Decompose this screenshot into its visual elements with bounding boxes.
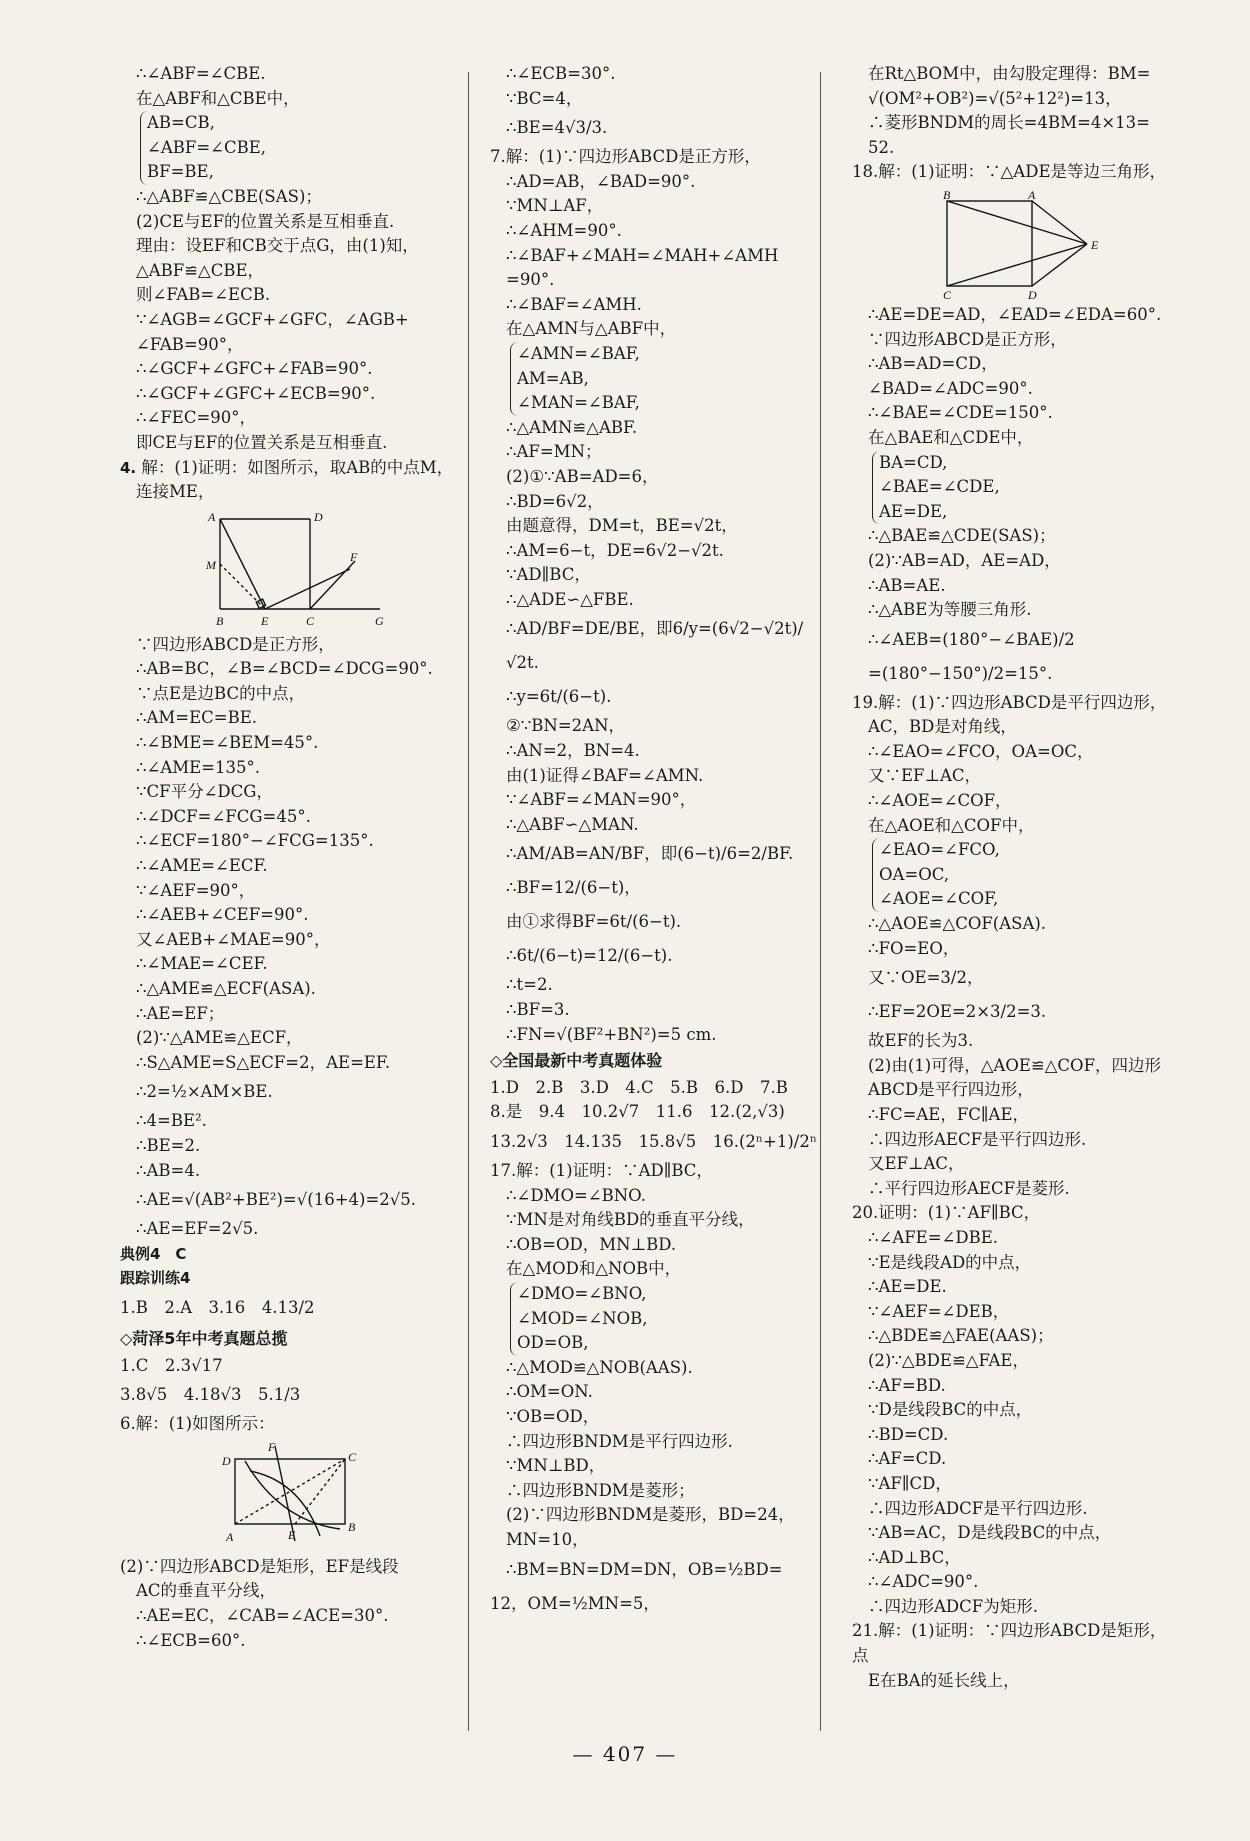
text-line: ∴∠GCF+∠GFC+∠FAB=90°. (136, 359, 373, 379)
figure-rectangle-abcd (210, 1441, 370, 1551)
text-line: ∴∠AME=135°. (136, 757, 260, 777)
text-line: 连接ME， (136, 482, 215, 502)
text-line: ∵点E是边BC的中点， (136, 683, 306, 703)
label-e: E (1091, 237, 1099, 252)
label-e: E (261, 613, 269, 628)
column-1 (120, 62, 460, 1653)
text-line: 21.解：(1)证明：∵四边形ABCD是矩形，点 (852, 1621, 1167, 1666)
text-line: 又∵EF⊥AC， (868, 766, 982, 786)
text-line: √(OM²+OB²)=√(5²+12²)=13， (868, 88, 1122, 108)
question-number: 4. (120, 458, 137, 477)
text-line: ∴∠AFE=∠DBE. (868, 1227, 999, 1247)
text-line: 由(1)证得∠BAF=∠AMN. (506, 765, 704, 785)
text-line: ∴FO=EO， (868, 938, 960, 958)
text-line: ∵E是线段AD的中点， (868, 1252, 1032, 1272)
text-line: ∠MOD=∠NOB, (517, 1308, 648, 1328)
text-line: ∴∠GCF+∠GFC+∠ECB=90°. (136, 383, 376, 403)
text-line: ∵MN⊥AF， (506, 196, 604, 216)
text-line: 故EF的长为3. (868, 1031, 974, 1051)
national-answers-row: 8.是 9.4 10.2√7 11.6 12.(2,√3) (490, 1102, 785, 1122)
label-a: A (208, 509, 216, 524)
text-line: ∴△BAE≌△CDE(SAS)； (868, 526, 1056, 546)
text-line: ∵AF∥CD， (868, 1473, 952, 1493)
brace-group (510, 342, 820, 416)
text-line: ∴AE=EC，∠CAB=∠ACE=30°. (136, 1605, 389, 1625)
label-c: C (943, 287, 952, 299)
text-line: ∴AF=BD. (868, 1375, 946, 1395)
text-line: ∴∠DCF=∠FCG=45°. (136, 806, 311, 826)
text-line: (2)∵四边形BNDM是菱形，BD=24， (506, 1505, 795, 1525)
text-line: ∵BC=4， (506, 88, 583, 108)
text-line: ∴AF=CD. (868, 1449, 947, 1469)
text-line: ∠BAD=∠ADC=90°. (868, 378, 1033, 398)
text-line: ∵AB=AC，D是线段BC的中点， (868, 1523, 1112, 1543)
label-a: A (226, 1529, 234, 1544)
national-section-title: ◇全国最新中考真题体验 (490, 1051, 663, 1071)
text-line: ∵∠AEF=90°， (136, 880, 256, 900)
text-line: ∵∠AGB=∠GCF+∠GFC，∠AGB+ (136, 309, 409, 329)
text-line: 12，OM=½MN=5， (490, 1593, 660, 1613)
label-b: B (216, 613, 224, 628)
text-line: ∴△ADE∽△FBE. (506, 589, 634, 609)
text-line: ∴∠AEB+∠CEF=90°. (136, 905, 309, 925)
text-line: ∴∠AME=∠ECF. (136, 856, 268, 876)
text-line: 19.解：(1)∵四边形ABCD是平行四边形， (852, 692, 1167, 712)
text-line: (2)由(1)可得，△AOE≌△COF，四边形 (868, 1055, 1162, 1075)
text-line: ABCD是平行四边形， (868, 1080, 1034, 1100)
text-line: ∵四边形ABCD是正方形， (868, 329, 1067, 349)
text-line: 又∠AEB+∠MAE=90°， (136, 929, 331, 949)
text-line: BA=CD, (879, 452, 948, 472)
text-line: ∴AM/AB=AN/BF，即(6−t)/6=2/BF. (506, 844, 794, 864)
text-line: ∴△MOD≌△NOB(AAS). (506, 1357, 693, 1377)
text-line: ∴∠ECB=30°. (506, 64, 616, 83)
label-c: C (306, 613, 315, 628)
text-line: 在△ABF和△CBE中， (136, 88, 300, 108)
text-line: ∴BF=12/(6−t)， (506, 878, 641, 898)
column-divider-1 (468, 72, 469, 1731)
text-line: ∴四边形ADCF为矩形. (868, 1596, 1038, 1616)
text-line: ∴BE=4√3/3. (506, 118, 608, 138)
brace-group (872, 451, 1182, 525)
text-line: AC的垂直平分线， (136, 1581, 277, 1601)
text-line: ∴∠DMO=∠BNO. (506, 1185, 646, 1205)
text-line: (2)CE与EF的位置关系是互相垂直. (136, 211, 395, 231)
brace-group (872, 838, 1182, 912)
text-line: ∴BM=BN=DM=DN，OB=½BD= (506, 1559, 783, 1579)
text-line: 7.解：(1)∵四边形ABCD是正方形， (490, 147, 761, 167)
column-3 (852, 62, 1182, 1693)
text-line: ∴AB=AD=CD， (868, 354, 998, 374)
text-line: 在Rt△BOM中，由勾股定理得：BM= (868, 64, 1151, 83)
text-line: 即CE与EF的位置关系是互相垂直. (136, 432, 388, 452)
text-line: E在BA的延长线上， (868, 1670, 1020, 1690)
text-line: ∴AM=6−t，DE=6√2−√2t. (506, 540, 724, 560)
text-line: 解：(1)证明：如图所示，取AB的中点M， (141, 457, 454, 477)
example-4: 典例4 C (120, 1244, 187, 1263)
text-line: ∴四边形AECF是平行四边形. (868, 1129, 1087, 1149)
text-line: 由①求得BF=6t/(6−t). (506, 912, 682, 932)
label-d: D (314, 509, 323, 524)
text-line: ∴2=½×AM×BE. (136, 1082, 273, 1102)
text-line: ∴AM=EC=BE. (136, 708, 258, 728)
track-4-answers: 1.B 2.A 3.16 4.13/2 (120, 1297, 315, 1317)
text-line: ∴AF=MN； (506, 442, 602, 462)
text-line: ∠ABF=∠CBE, (147, 137, 267, 157)
text-line: ∴BE=2. (136, 1135, 201, 1155)
brace-group (510, 1282, 820, 1356)
text-line: ∴∠ECF=180°−∠FCG=135°. (136, 831, 374, 851)
text-line: ∴∠ADC=90°. (868, 1572, 979, 1592)
national-answers-row: 13.2√3 14.135 15.8√5 16.(2ⁿ+1)/2ⁿ (490, 1132, 818, 1151)
text-line: ∴AD/BF=DE/BE，即6/y=(6√2−√2t)/√2t. (506, 619, 804, 673)
text-line: △ABF≌△CBE， (136, 260, 264, 280)
text-line: ∴AB=4. (136, 1160, 201, 1180)
text-line: ∴△ABE为等腰三角形. (868, 600, 1032, 620)
text-line: AE=DE, (879, 501, 948, 521)
text-line: ∴AD=AB，∠BAD=90°. (506, 171, 696, 191)
text-line: BF=BE, (147, 162, 214, 182)
text-line: ∴∠AHM=90°. (506, 220, 622, 240)
text-line: ∠DMO=∠BNO, (517, 1283, 647, 1303)
text-line: ∠AMN=∠BAF, (517, 343, 640, 363)
label-b: B (943, 188, 951, 202)
text-line: ∴∠BAF+∠MAH=∠MAH+∠AMH (506, 245, 779, 265)
text-line: ∠FAB=90°， (136, 334, 244, 354)
text-line: ∠BAE=∠CDE, (879, 477, 1000, 497)
text-line: ∴AN=2，BN=4. (506, 741, 640, 761)
brace-group (140, 111, 460, 185)
text-line: ∵CF平分∠DCG， (136, 782, 273, 802)
text-line: ∴∠ECB=60°. (136, 1630, 246, 1650)
text-line: 理由：设EF和CB交于点G，由(1)知， (136, 236, 419, 256)
text-line: (2)∵四边形ABCD是矩形，EF是线段 (120, 1556, 399, 1576)
text-line: ∴4=BE². (136, 1111, 207, 1131)
label-f: F (268, 1440, 276, 1454)
text-line: ∴BD=6√2， (506, 491, 604, 511)
text-line: ∵D是线段BC的中点， (868, 1400, 1033, 1420)
label-a: A (1028, 188, 1036, 202)
text-line: ∴AB=AE. (868, 575, 946, 595)
text-line: 20.证明：(1)∵AF∥BC， (852, 1203, 1041, 1223)
text-line: ∴△ABF∽△MAN. (506, 814, 639, 834)
text-line: ∴OB=OD，MN⊥BD. (506, 1234, 677, 1254)
text-line: ∴AE=DE=AD，∠EAD=∠EDA=60°. (868, 304, 1162, 324)
national-answers-row: 1.D 2.B 3.D 4.C 5.B 6.D 7.B (490, 1077, 788, 1097)
page-number: — 407 — (572, 1742, 678, 1766)
question-6: 6.解：(1)如图所示： (120, 1414, 275, 1434)
question-4 (120, 456, 460, 481)
text-line: 在△AOE和△COF中， (868, 815, 1035, 835)
text-line: ∴t=2. (506, 975, 553, 995)
track-4-heading: 跟踪训练4 (120, 1269, 191, 1288)
text-line: ∴△BDE≌△FAE(AAS)； (868, 1326, 1054, 1346)
text-line: ∵∠ABF=∠MAN=90°， (506, 790, 697, 810)
text-line: OD=OB, (517, 1333, 589, 1353)
text-line: ∴S△AME=S△ECF=2，AE=EF. (136, 1052, 391, 1072)
text-line: ∴AE=√(AB²+BE²)=√(16+4)=2√5. (136, 1190, 417, 1210)
text-line: ∵MN是对角线BD的垂直平分线， (506, 1210, 755, 1230)
heze-answers-row2: 3.8√5 4.18√3 5.1/3 (120, 1385, 301, 1405)
text-line: ∴∠BME=∠BEM=45°. (136, 733, 319, 753)
text-line: ∴∠BAF=∠AMH. (506, 294, 642, 314)
text-line: ∴平行四边形AECF是菱形. (868, 1178, 1070, 1198)
text-line: OA=OC, (879, 864, 950, 884)
text-line: ∴∠FEC=90°， (136, 408, 257, 428)
text-line: ∴AE=EF； (136, 1003, 225, 1023)
text-line: =(180°−150°)/2=15°. (868, 663, 1053, 683)
figure-square-triangle (917, 189, 1117, 299)
text-line: ∴∠EAO=∠FCO，OA=OC， (868, 741, 1094, 761)
text-line: ∴AB=BC，∠B=∠BCD=∠DCG=90°. (136, 659, 433, 679)
text-line: ∴△AME≌△ECF(ASA). (136, 979, 316, 998)
text-line: ∴BF=3. (506, 1000, 570, 1020)
text-line: 又∵OE=3/2， (868, 968, 984, 988)
text-line: 又EF⊥AC， (868, 1154, 965, 1174)
text-line: ∴6t/(6−t)=12/(6−t). (506, 946, 673, 966)
column-divider-2 (820, 72, 821, 1731)
heze-section-title: ◇菏泽5年中考真题总揽 (120, 1328, 288, 1348)
text-line: ∴y=6t/(6−t). (506, 687, 612, 707)
label-c: C (348, 1449, 357, 1464)
text-line: (2)∵AB=AD，AE=AD， (868, 550, 1061, 570)
text-line: ∴∠AEB=(180°−∠BAE)/2 (868, 629, 1075, 649)
text-line: ∴EF=2OE=2×3/2=3. (868, 1002, 1047, 1022)
text-line: ∴四边形BNDM是菱形； (506, 1480, 695, 1500)
text-line: ∴菱形BNDM的周长=4BM=4×13= (868, 113, 1150, 133)
text-line: 在△BAE和△CDE中， (868, 427, 1034, 447)
text-line: 18.解：(1)证明：∵△ADE是等边三角形， (852, 162, 1166, 182)
text-line: 由题意得，DM=t，BE=√2t， (506, 516, 738, 536)
figure-square-abcd (180, 509, 400, 629)
text-line: =90°. (506, 270, 555, 290)
text-line: ∴∠BAE=∠CDE=150°. (868, 403, 1053, 423)
text-line: ∵∠AEF=∠DEB， (868, 1301, 1010, 1321)
text-line: ∴BD=CD. (868, 1424, 949, 1444)
label-m: M (206, 557, 216, 572)
label-e: E (288, 1527, 296, 1542)
text-line: ∴△ABF≌△CBE(SAS)； (136, 186, 322, 206)
text-line: ∵四边形ABCD是正方形， (136, 634, 335, 654)
heze-answers-row1: 1.C 2.3√17 (120, 1355, 223, 1375)
text-line: (2)①∵AB=AD=6， (506, 466, 659, 486)
label-f: F (350, 549, 358, 564)
text-line: ∴∠ABF=∠CBE. (136, 64, 266, 83)
text-line: (2)∵△BDE≌△FAE， (868, 1350, 1029, 1370)
text-line: ∵MN⊥BD， (506, 1456, 606, 1476)
text-line: ∠EAO=∠FCO, (879, 840, 1000, 860)
label-b: B (348, 1519, 356, 1534)
text-line: 52. (868, 137, 895, 157)
text-line: ∴FN=√(BF²+BN²)=5 cm. (506, 1024, 717, 1044)
text-line: 则∠FAB=∠ECB. (136, 285, 271, 305)
text-line: ∠MAN=∠BAF, (517, 393, 640, 413)
text-line: ∴AE=DE. (868, 1277, 947, 1297)
text-line: AM=AB, (517, 368, 589, 388)
text-line: 在△AMN与△ABF中， (506, 319, 677, 339)
text-line: ∴FC=AE，FC∥AE， (868, 1105, 1030, 1124)
text-line: ∵AD∥BC， (506, 565, 591, 585)
text-line: 17.解：(1)证明：∵AD∥BC， (490, 1161, 713, 1180)
text-line: ∵OB=OD， (506, 1406, 600, 1426)
label-g: G (375, 613, 384, 628)
text-line: ∴△AMN≌△ABF. (506, 417, 638, 437)
text-line: ∴AE=EF=2√5. (136, 1219, 259, 1239)
text-line: ∴四边形ADCF是平行四边形. (868, 1498, 1088, 1518)
label-d: D (222, 1453, 231, 1468)
text-line: ∴∠MAE=∠CEF. (136, 954, 268, 974)
text-line: ∴∠AOE=∠COF， (868, 791, 1012, 811)
text-line: ∴OM=ON. (506, 1382, 593, 1402)
text-line: 在△MOD和△NOB中， (506, 1259, 682, 1279)
label-d: D (1028, 287, 1037, 299)
text-line: AC，BD是对角线， (868, 717, 1017, 737)
text-line: ∴AD⊥BC， (868, 1547, 961, 1567)
text-line: ∠AOE=∠COF, (879, 889, 999, 909)
column-2 (490, 62, 820, 1621)
text-line: AB=CB, (147, 113, 215, 133)
text-line: ②∵BN=2AN， (506, 716, 626, 736)
text-line: MN=10， (506, 1529, 589, 1549)
text-line: (2)∵△AME≌△ECF， (136, 1028, 303, 1048)
text-line: ∴四边形BNDM是平行四边形. (506, 1431, 733, 1451)
text-line: ∴△AOE≌△COF(ASA). (868, 914, 1047, 934)
